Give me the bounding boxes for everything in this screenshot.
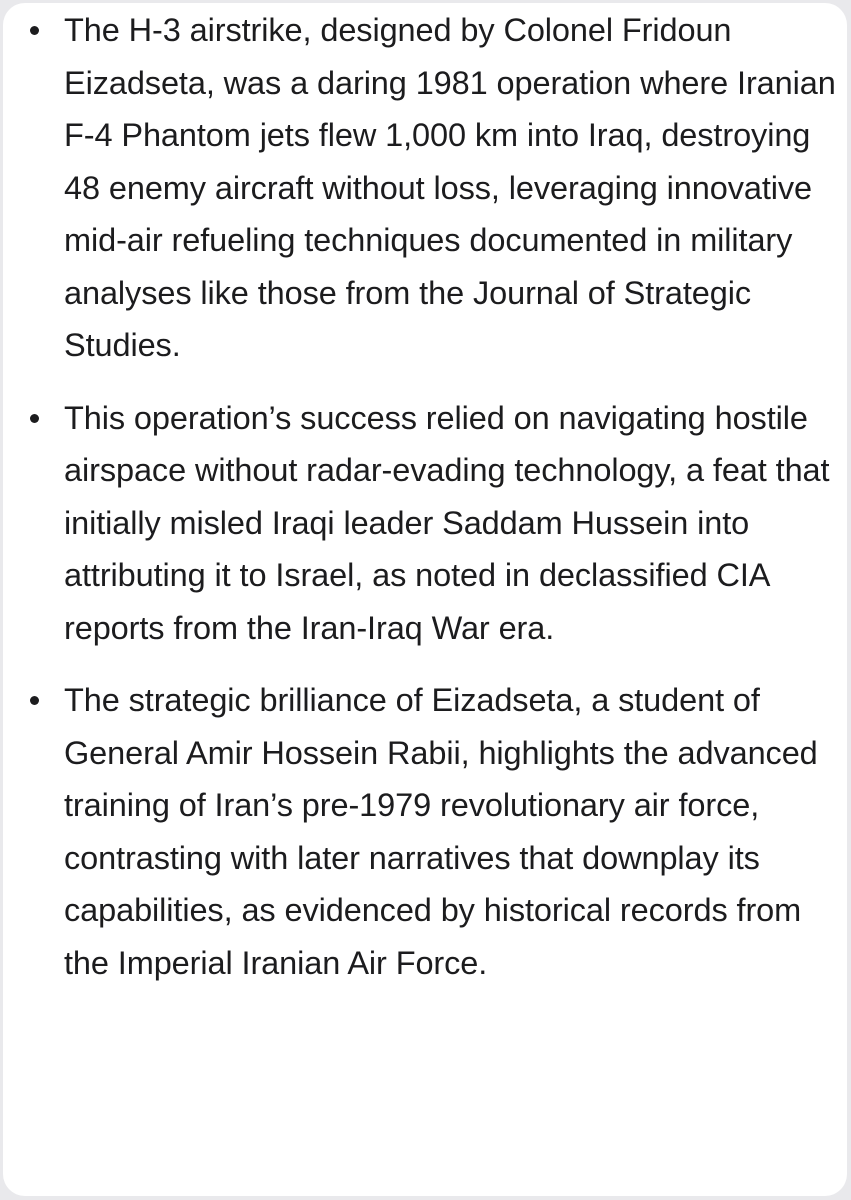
bullet-icon	[30, 26, 39, 35]
bullet-text: The strategic brilliance of Eizadseta, a student of General Amir Hossein Rabii, highlights the advanced training of Iran’s pre-1979 revolutionary air force, contrasting with later narratives that downplay its capabilities, as evidenced by historical records from the Imperial Iranian Air Force.	[64, 682, 818, 981]
list-item	[3, 392, 847, 655]
bullet-icon	[30, 414, 39, 423]
bullet-text: The H-3 airstrike, designed by Colonel Fridoun Eizadseta, was a daring 1981 operation where Iranian F-4 Phantom jets flew 1,000 km into Iraq, destroying 48 enemy aircraft without loss, leveraging innovative mid-air refueling techniques documented in military analyses like those from the Journal of Strategic Studies.	[64, 12, 836, 363]
message-card	[3, 3, 847, 1196]
list-item	[3, 674, 847, 989]
bullet-list	[3, 3, 847, 989]
bullet-icon	[30, 696, 39, 705]
list-item	[3, 3, 847, 372]
bullet-text: This operation’s success relied on navigating hostile airspace without radar-evading technology, a feat that initially misled Iraqi leader Saddam Hussein into attributing it to Israel, as noted in declassified CIA reports from the Iran-Iraq War era.	[64, 399, 830, 646]
